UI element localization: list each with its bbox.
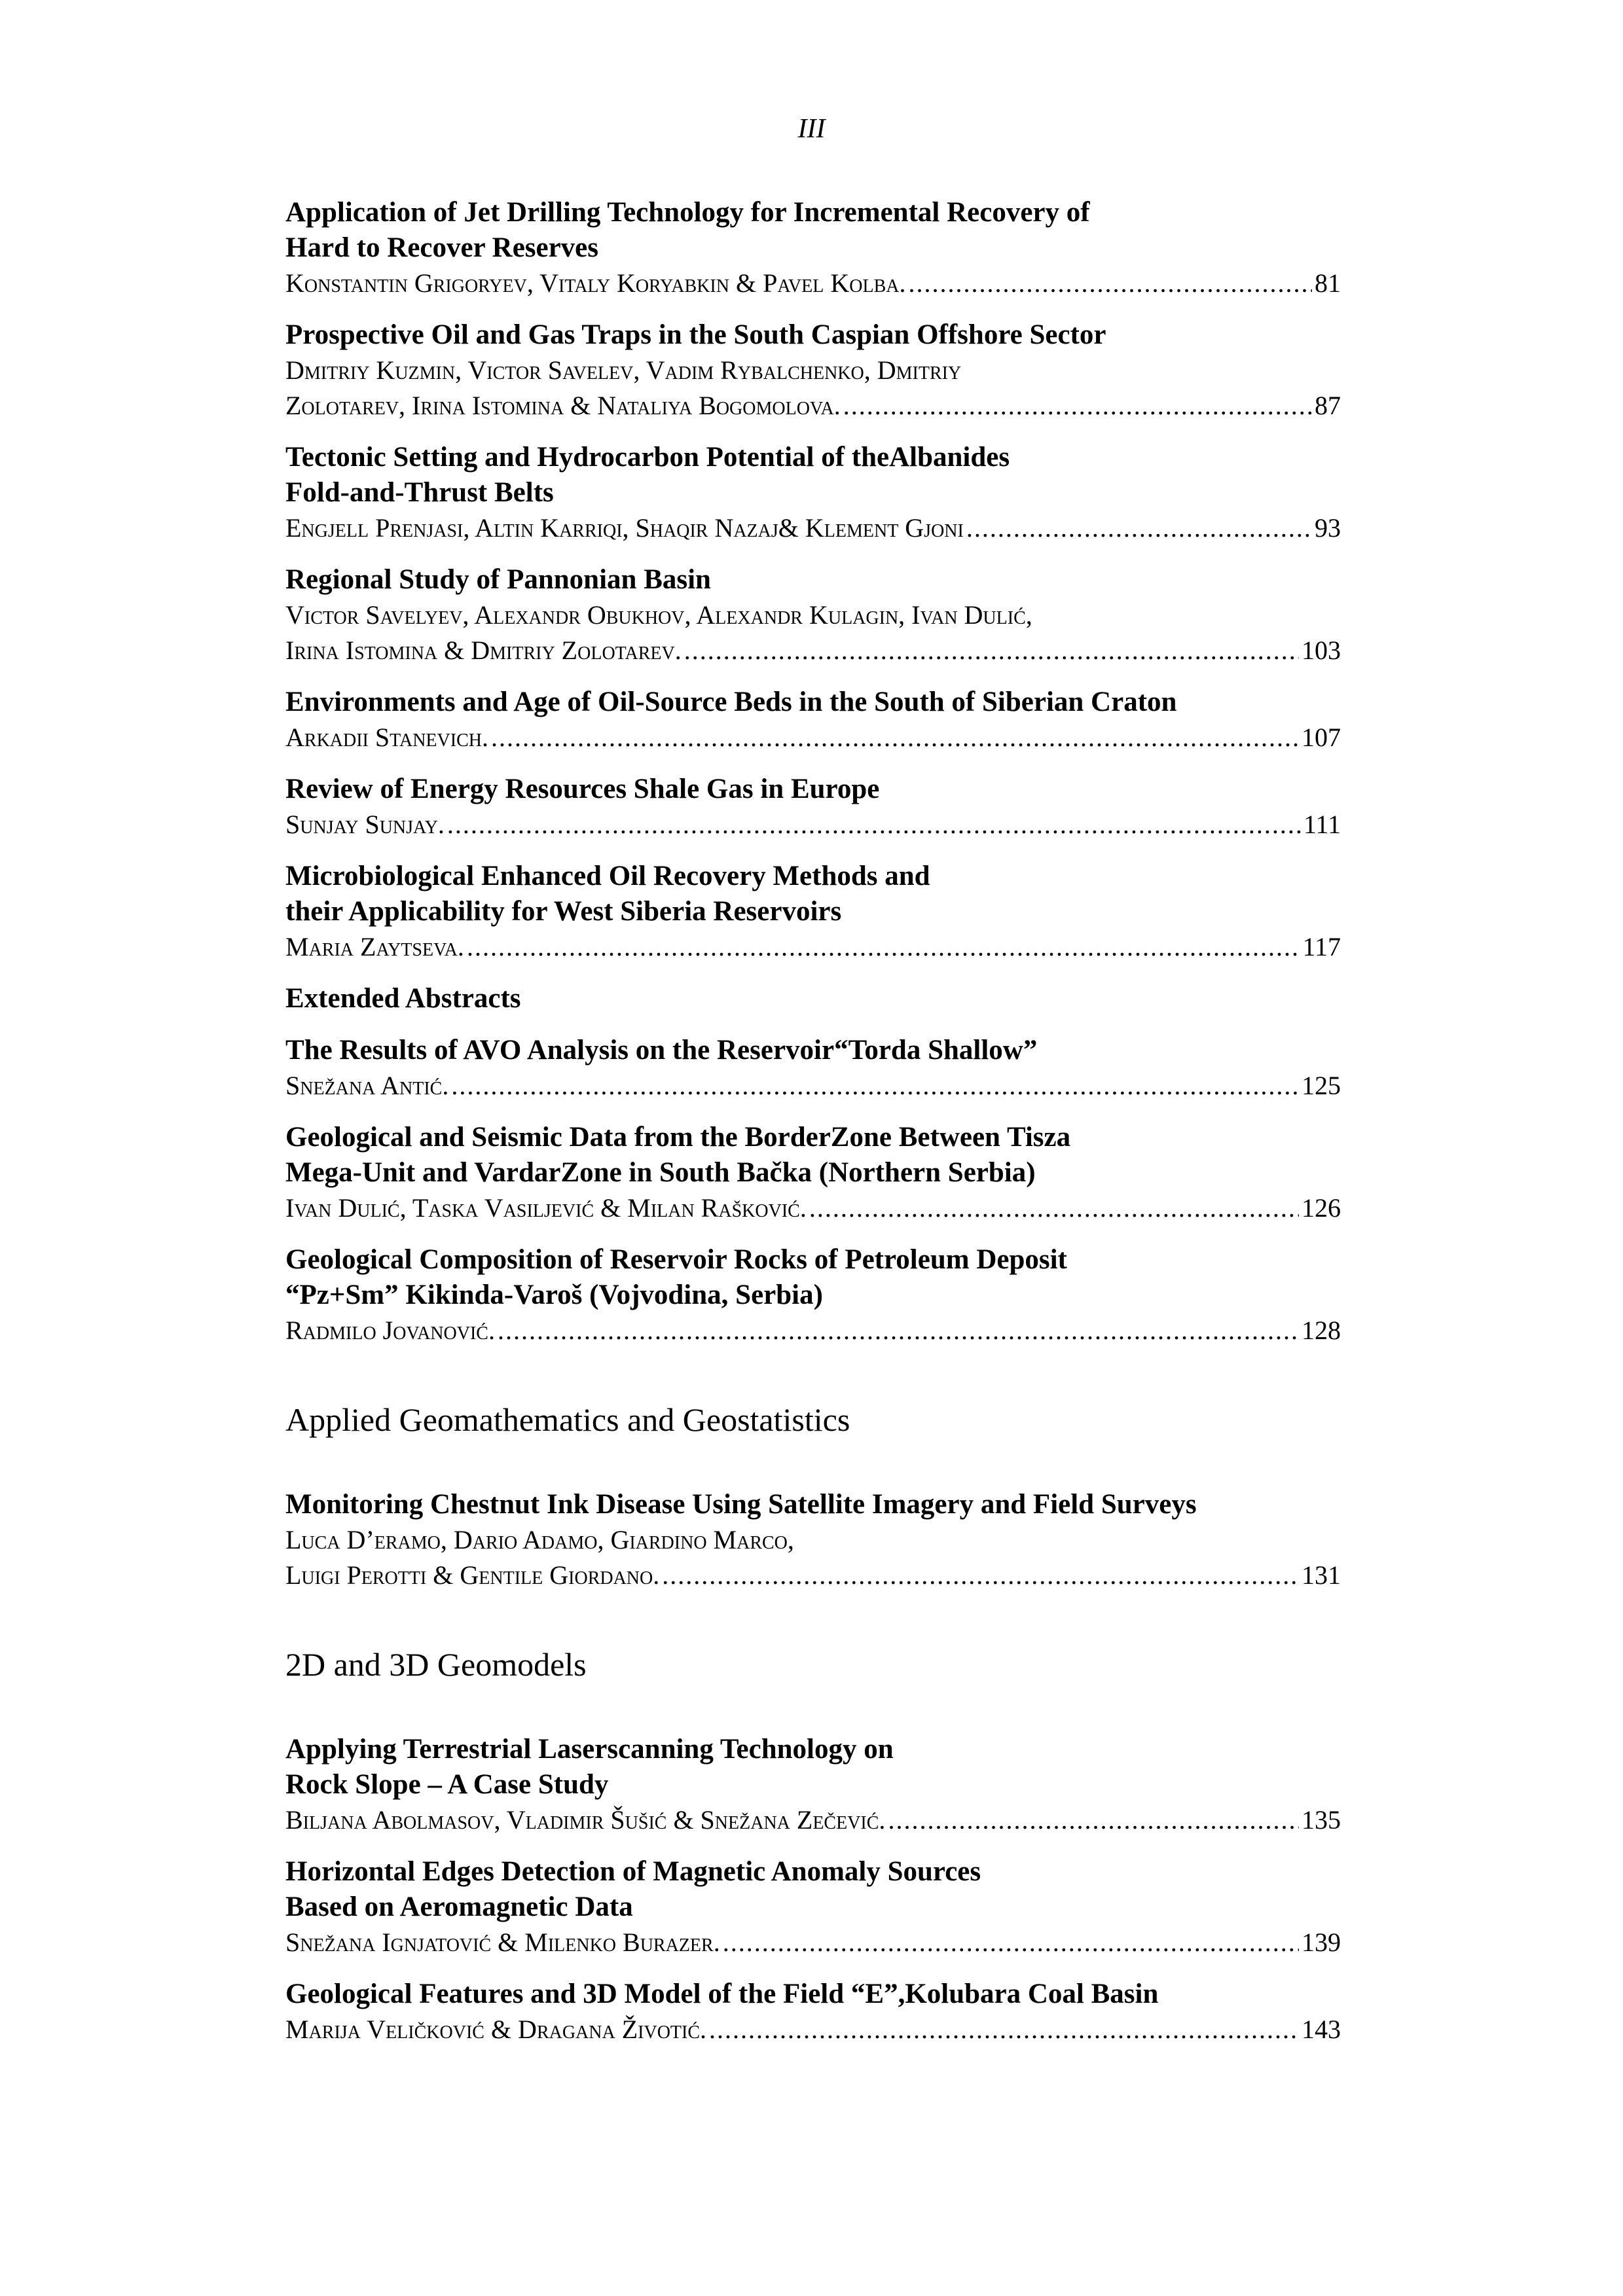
entry-page-number: 131: [1302, 1560, 1341, 1590]
toc-entry[interactable]: [285, 1242, 1341, 1348]
entry-author-line: [285, 1803, 1341, 1838]
entry-authors: Ivan Dulić, Taska Vasiljević & Milan Rašković.: [285, 1193, 807, 1223]
entry-title: Environments and Age of Oil-Source Beds in the South of Siberian Craton: [285, 687, 1177, 717]
toc-entry[interactable]: [285, 562, 1341, 668]
entry-author-line: [285, 807, 1341, 842]
toc-entry[interactable]: [285, 440, 1341, 546]
entry-title: Based on Aeromagnetic Data: [285, 1892, 633, 1922]
entry-page-number: 111: [1303, 810, 1341, 839]
entry-title: Microbiological Enhanced Oil Recovery Methods and: [285, 861, 930, 891]
entry-page-number: 81: [1315, 268, 1341, 298]
entry-authors: Marija Veličković & Dragana Životić.: [285, 2015, 707, 2044]
entry-page-number: 128: [1302, 1316, 1341, 1345]
toc-entry[interactable]: [285, 1977, 1341, 2047]
entry-authors: Maria Zaytseva.: [285, 932, 464, 961]
dot-leader: [684, 633, 1299, 668]
section-heading: 2D and 3D Geomodels: [285, 1646, 587, 1683]
entry-author-line: [285, 1558, 1341, 1593]
entry-page-number: 125: [1302, 1071, 1341, 1100]
entry-title: Review of Energy Resources Shale Gas in Europe: [285, 774, 880, 804]
entry-title: Application of Jet Drilling Technology for Incremental Recovery of: [285, 197, 1090, 228]
dot-leader: [467, 929, 1300, 965]
entry-page-number: 135: [1302, 1805, 1341, 1835]
dot-leader: [498, 1313, 1299, 1348]
dot-leader: [723, 1925, 1299, 1960]
toc-entry[interactable]: [285, 317, 1341, 423]
dot-leader: [662, 1558, 1299, 1593]
toc-entry[interactable]: [285, 1033, 1341, 1103]
entry-title: Applying Terrestrial Laserscanning Technology on: [285, 1734, 894, 1765]
entry-authors: Konstantin Grigoryev, Vitaly Koryabkin & Pavel Kolba.: [285, 268, 906, 298]
subsection-heading: Extended Abstracts: [285, 983, 521, 1014]
entry-authors: Victor Savelyev, Alexandr Obukhov, Alexandr Kulagin, Ivan Dulić,: [285, 600, 1032, 630]
entry-title: Geological Composition of Reservoir Rocks of Petroleum Deposit: [285, 1244, 1067, 1275]
dot-leader: [451, 1068, 1299, 1103]
section-heading: Applied Geomathematics and Geostatistics: [285, 1401, 850, 1438]
entry-authors: Sunjay Sunjay.: [285, 810, 445, 839]
dot-leader: [447, 807, 1301, 842]
entry-authors: Engjell Prenjasi, Altin Karriqi, Shaqir Nazaj& Klement Gjoni: [285, 513, 964, 543]
page-number: III: [797, 114, 826, 144]
table-of-contents: [285, 195, 1341, 2064]
entry-title: “Pz+Sm” Kikinda-Varoš (Vojvodina, Serbia): [285, 1280, 823, 1310]
entry-authors: Zolotarev, Irina Istomina & Nataliya Bogomolova.: [285, 391, 841, 420]
dot-leader: [491, 720, 1299, 755]
toc-entry[interactable]: [285, 1732, 1341, 1838]
entry-title: Hard to Recover Reserves: [285, 232, 598, 263]
dot-leader: [908, 266, 1312, 301]
toc-entry[interactable]: [285, 685, 1341, 755]
toc-entry[interactable]: [285, 859, 1341, 965]
entry-page-number: 93: [1315, 513, 1341, 543]
entry-page-number: 126: [1302, 1193, 1341, 1223]
dot-leader: [809, 1191, 1299, 1226]
entry-author-line: [285, 1068, 1341, 1103]
entry-authors: Arkadii Stanevich.: [285, 723, 488, 752]
entry-authors: Luca D’eramo, Dario Adamo, Giardino Marco,: [285, 1525, 794, 1554]
entry-title: Mega-Unit and VardarZone in South Bačka (Northern Serbia): [285, 1157, 1036, 1188]
entry-title: their Applicability for West Siberia Reservoirs: [285, 896, 842, 927]
entry-author-line: [285, 266, 1341, 301]
entry-authors: Radmilo Jovanović.: [285, 1316, 495, 1345]
entry-title: Tectonic Setting and Hydrocarbon Potential of theAlbanides: [285, 442, 1010, 473]
entry-author-line: [285, 511, 1341, 546]
dot-leader: [709, 2012, 1299, 2047]
entry-title: Rock Slope – A Case Study: [285, 1769, 609, 1800]
entry-author-line: [285, 1191, 1341, 1226]
entry-title: Horizontal Edges Detection of Magnetic Anomaly Sources: [285, 1856, 981, 1887]
entry-authors: Biljana Abolmasov, Vladimir Šušić & Snežana Zečević.: [285, 1805, 886, 1835]
entry-author-line: [285, 388, 1341, 423]
entry-page-number: 87: [1315, 391, 1341, 420]
entry-title: Regional Study of Pannonian Basin: [285, 564, 711, 595]
entry-author-line: [285, 720, 1341, 755]
toc-entry[interactable]: [285, 195, 1341, 301]
entry-title: Prospective Oil and Gas Traps in the South Caspian Offshore Sector: [285, 319, 1106, 350]
entry-title: Monitoring Chestnut Ink Disease Using Satellite Imagery and Field Surveys: [285, 1489, 1197, 1520]
toc-entry[interactable]: [285, 772, 1341, 842]
dot-leader: [888, 1803, 1299, 1838]
entry-title: The Results of AVO Analysis on the Reservoir“Torda Shallow”: [285, 1035, 1038, 1066]
entry-page-number: 139: [1302, 1928, 1341, 1957]
entry-author-line: [285, 633, 1341, 668]
entry-page-number: 117: [1302, 932, 1341, 961]
entry-authors: Irina Istomina & Dmitriy Zolotarev.: [285, 636, 682, 665]
entry-authors: Snežana Ignjatović & Milenko Burazer.: [285, 1928, 720, 1957]
toc-entry[interactable]: [285, 1487, 1341, 1593]
entry-page-number: 103: [1302, 636, 1341, 665]
entry-title: Fold-and-Thrust Belts: [285, 477, 554, 508]
entry-title: Geological Features and 3D Model of the Field “E”,Kolubara Coal Basin: [285, 1979, 1159, 2009]
entry-page-number: 143: [1302, 2015, 1341, 2044]
entry-authors: Snežana Antić.: [285, 1071, 449, 1100]
entry-authors: Luigi Perotti & Gentile Giordano.: [285, 1560, 660, 1590]
dot-leader: [843, 388, 1312, 423]
entry-authors: Dmitriy Kuzmin, Victor Savelev, Vadim Rybalchenko, Dmitriy: [285, 355, 962, 385]
entry-page-number: 107: [1302, 723, 1341, 752]
entry-author-line: [285, 2012, 1341, 2047]
dot-leader: [966, 511, 1312, 546]
entry-title: Geological and Seismic Data from the BorderZone Between Tisza: [285, 1122, 1071, 1153]
entry-author-line: [285, 929, 1341, 965]
toc-entry[interactable]: [285, 1854, 1341, 1960]
entry-author-line: [285, 1313, 1341, 1348]
toc-entry[interactable]: [285, 1120, 1341, 1226]
entry-author-line: [285, 1925, 1341, 1960]
